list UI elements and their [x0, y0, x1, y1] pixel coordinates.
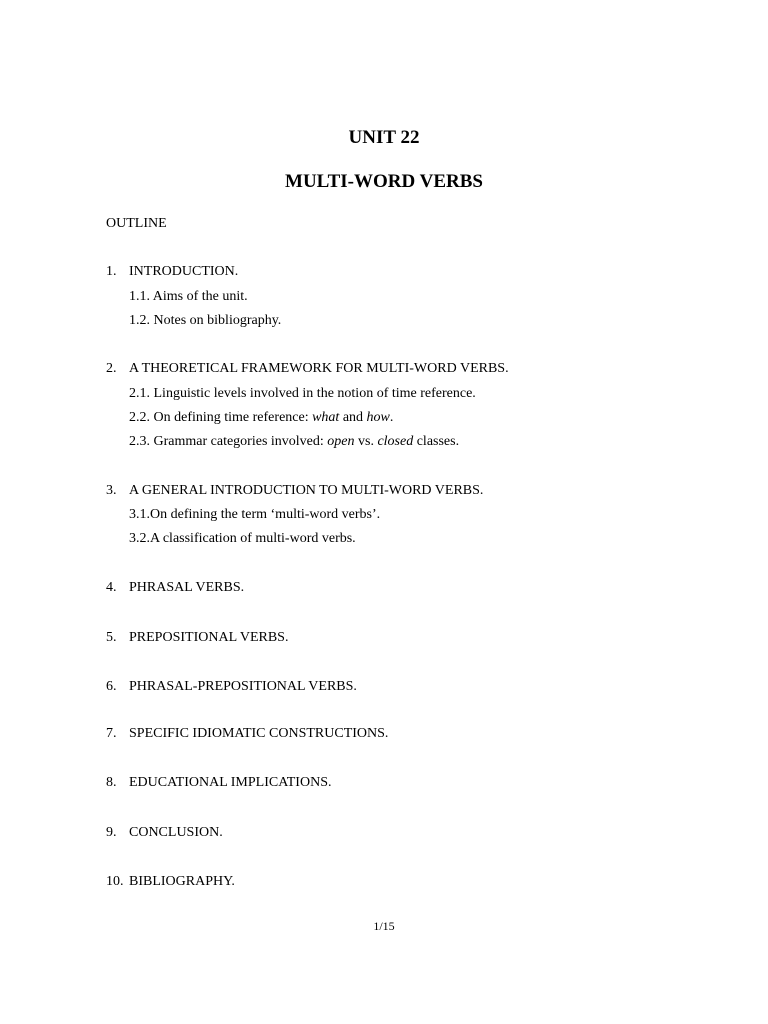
emphasis-closed: closed	[377, 434, 414, 449]
subsection-text: .	[389, 410, 394, 425]
section-number: 6.	[106, 679, 117, 694]
toc-subsection-2-2	[129, 409, 393, 427]
section-number: 3.	[106, 483, 117, 498]
section-title: SPECIFIC IDIOMATIC CONSTRUCTIONS.	[129, 726, 389, 741]
toc-subsection-3-2: 3.2.A classification of multi-word verbs.	[129, 531, 356, 546]
toc-section-3	[106, 482, 483, 500]
toc-subsection-2-3	[129, 433, 459, 451]
unit-heading: UNIT 22	[348, 127, 420, 148]
section-title: A THEORETICAL FRAMEWORK FOR MULTI-WORD VERBS.	[129, 361, 509, 376]
toc-section-7	[106, 725, 388, 743]
toc-section-5	[106, 629, 288, 647]
section-number: 7.	[106, 726, 117, 741]
section-number: 1.	[106, 264, 117, 279]
section-title: CONCLUSION.	[129, 825, 223, 840]
toc-section-4	[106, 579, 244, 597]
section-title: EDUCATIONAL IMPLICATIONS.	[129, 775, 332, 790]
section-title: A GENERAL INTRODUCTION TO MULTI-WORD VERBS.	[129, 483, 484, 498]
subsection-text: 2.2. On defining time reference:	[129, 410, 313, 425]
emphasis-how: how	[366, 410, 390, 425]
toc-subsection-1-2: 1.2. Notes on bibliography.	[129, 313, 282, 328]
outline-label: OUTLINE	[106, 216, 167, 231]
toc-subsection-2-1: 2.1. Linguistic levels involved in the notion of time reference.	[129, 386, 476, 401]
toc-section-10	[106, 873, 235, 891]
toc-subsection-3-1: 3.1.On defining the term ‘multi-word verbs’.	[129, 507, 381, 522]
toc-section-8	[106, 774, 331, 792]
section-number: 4.	[106, 580, 117, 595]
emphasis-what: what	[312, 410, 340, 425]
toc-section-2	[106, 360, 509, 378]
section-number: 2.	[106, 361, 117, 376]
section-number: 10.	[106, 874, 124, 889]
toc-section-1	[106, 263, 238, 281]
emphasis-open: open	[327, 434, 355, 449]
subsection-text: vs.	[354, 434, 378, 449]
page-number: 1/15	[373, 919, 395, 933]
section-title: PHRASAL VERBS.	[129, 580, 245, 595]
section-title: INTRODUCTION.	[129, 264, 239, 279]
page-title: MULTI-WORD VERBS	[285, 171, 483, 192]
toc-section-9	[106, 824, 223, 842]
subsection-text: classes.	[413, 434, 460, 449]
section-title: BIBLIOGRAPHY.	[129, 874, 235, 889]
section-number: 5.	[106, 630, 117, 645]
subsection-text: 2.3. Grammar categories involved:	[129, 434, 328, 449]
subsection-text: and	[339, 410, 367, 425]
section-number: 8.	[106, 775, 117, 790]
section-title: PHRASAL-PREPOSITIONAL VERBS.	[129, 679, 357, 694]
toc-subsection-1-1: 1.1. Aims of the unit.	[129, 289, 248, 304]
section-number: 9.	[106, 825, 117, 840]
toc-section-6	[106, 678, 357, 696]
section-title: PREPOSITIONAL VERBS.	[129, 630, 289, 645]
